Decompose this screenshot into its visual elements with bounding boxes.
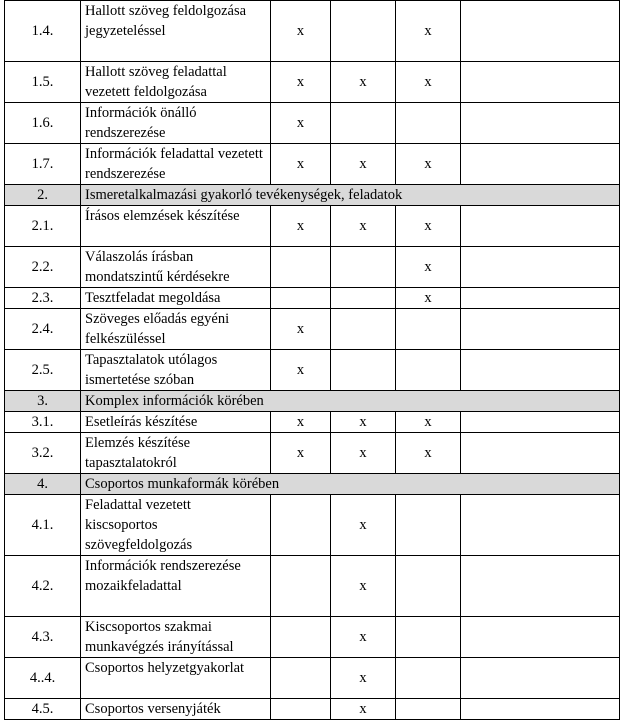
mark-cell-1 xyxy=(271,495,331,556)
section-title: Csoportos munkaformák körében xyxy=(81,474,620,495)
activity-text: Csoportos versenyjáték xyxy=(81,699,271,720)
activity-text: Információk feladattal vezetett rendszerezése xyxy=(81,144,271,185)
table-row xyxy=(5,556,620,617)
table-row xyxy=(5,350,620,391)
mark-cell-2 xyxy=(331,103,396,144)
mark-cell-3: x xyxy=(396,1,461,62)
activity-text: Tapasztalatok utólagos ismertetése szóban xyxy=(81,350,271,391)
mark-cell-1: x xyxy=(271,62,331,103)
mark-cell-3: x xyxy=(396,412,461,433)
mark-cell-4 xyxy=(461,1,620,62)
mark-cell-3 xyxy=(396,103,461,144)
activity-text: Írásos elemzések készítése xyxy=(81,206,271,247)
mark-cell-2: x xyxy=(331,62,396,103)
row-number: 2.4. xyxy=(5,309,81,350)
mark-cell-4 xyxy=(461,350,620,391)
table-row xyxy=(5,617,620,658)
row-number: 1.6. xyxy=(5,103,81,144)
mark-cell-3: x xyxy=(396,144,461,185)
mark-cell-3 xyxy=(396,350,461,391)
row-number: 4.3. xyxy=(5,617,81,658)
mark-cell-1: x xyxy=(271,144,331,185)
mark-cell-1: x xyxy=(271,206,331,247)
row-number: 3.1. xyxy=(5,412,81,433)
activity-text: Szöveges előadás egyéni felkészüléssel xyxy=(81,309,271,350)
table-row xyxy=(5,62,620,103)
mark-cell-2: x xyxy=(331,495,396,556)
mark-cell-1 xyxy=(271,699,331,720)
mark-cell-4 xyxy=(461,62,620,103)
mark-cell-2 xyxy=(331,350,396,391)
activity-text: Esetleírás készítése xyxy=(81,412,271,433)
row-number: 2.5. xyxy=(5,350,81,391)
table-row xyxy=(5,433,620,474)
table-row xyxy=(5,103,620,144)
mark-cell-1 xyxy=(271,247,331,288)
row-number: 1.5. xyxy=(5,62,81,103)
activity-text: Információk önálló rendszerezése xyxy=(81,103,271,144)
mark-cell-4 xyxy=(461,247,620,288)
mark-cell-2: x xyxy=(331,617,396,658)
section-row xyxy=(5,474,620,495)
mark-cell-3: x xyxy=(396,247,461,288)
activity-text: Feladattal vezetett kiscsoportos szövegfeldolgozás xyxy=(81,495,271,556)
table-row xyxy=(5,247,620,288)
mark-cell-2: x xyxy=(331,412,396,433)
mark-cell-1: x xyxy=(271,103,331,144)
mark-cell-3 xyxy=(396,309,461,350)
section-number: 3. xyxy=(5,391,81,412)
mark-cell-1: x xyxy=(271,433,331,474)
mark-cell-2: x xyxy=(331,699,396,720)
row-number: 1.7. xyxy=(5,144,81,185)
activity-text: Csoportos helyzetgyakorlat xyxy=(81,658,271,699)
table-row xyxy=(5,699,620,720)
row-number: 4.5. xyxy=(5,699,81,720)
mark-cell-2: x xyxy=(331,144,396,185)
mark-cell-3 xyxy=(396,556,461,617)
row-number: 2.2. xyxy=(5,247,81,288)
mark-cell-4 xyxy=(461,144,620,185)
mark-cell-4 xyxy=(461,206,620,247)
mark-cell-1 xyxy=(271,288,331,309)
mark-cell-3 xyxy=(396,495,461,556)
mark-cell-4 xyxy=(461,556,620,617)
table-row xyxy=(5,309,620,350)
table-body xyxy=(5,1,620,720)
mark-cell-4 xyxy=(461,103,620,144)
mark-cell-2: x xyxy=(331,206,396,247)
mark-cell-3 xyxy=(396,617,461,658)
section-title: Komplex információk körében xyxy=(81,391,620,412)
row-number: 4..4. xyxy=(5,658,81,699)
table-row xyxy=(5,658,620,699)
section-number: 4. xyxy=(5,474,81,495)
mark-cell-2 xyxy=(331,247,396,288)
mark-cell-3: x xyxy=(396,62,461,103)
mark-cell-3 xyxy=(396,699,461,720)
row-number: 4.2. xyxy=(5,556,81,617)
mark-cell-1: x xyxy=(271,1,331,62)
mark-cell-3: x xyxy=(396,206,461,247)
mark-cell-4 xyxy=(461,658,620,699)
table-row xyxy=(5,412,620,433)
section-title: Ismeretalkalmazási gyakorló tevékenységek, feladatok xyxy=(81,185,620,206)
table-row xyxy=(5,144,620,185)
activity-text: Hallott szöveg feladattal vezetett feldolgozása xyxy=(81,62,271,103)
table-row xyxy=(5,206,620,247)
table-row xyxy=(5,1,620,62)
mark-cell-1: x xyxy=(271,309,331,350)
activity-text: Elemzés készítése tapasztalatokról xyxy=(81,433,271,474)
row-number: 2.3. xyxy=(5,288,81,309)
mark-cell-4 xyxy=(461,495,620,556)
mark-cell-4 xyxy=(461,412,620,433)
activity-table xyxy=(4,0,620,720)
section-row xyxy=(5,391,620,412)
section-number: 2. xyxy=(5,185,81,206)
activity-text: Kiscsoportos szakmai munkavégzés irányítással xyxy=(81,617,271,658)
mark-cell-2 xyxy=(331,288,396,309)
row-number: 1.4. xyxy=(5,1,81,62)
activity-text: Válaszolás írásban mondatszintű kérdésekre xyxy=(81,247,271,288)
mark-cell-3 xyxy=(396,658,461,699)
row-number: 3.2. xyxy=(5,433,81,474)
section-row xyxy=(5,185,620,206)
mark-cell-1: x xyxy=(271,412,331,433)
mark-cell-1 xyxy=(271,658,331,699)
mark-cell-4 xyxy=(461,288,620,309)
table-row xyxy=(5,288,620,309)
mark-cell-3: x xyxy=(396,433,461,474)
mark-cell-1: x xyxy=(271,350,331,391)
activity-text: Információk rendszerezése mozaikfeladattal xyxy=(81,556,271,617)
mark-cell-1 xyxy=(271,556,331,617)
activity-text: Hallott szöveg feldolgozása jegyzeteléssel xyxy=(81,1,271,62)
mark-cell-4 xyxy=(461,617,620,658)
mark-cell-2: x xyxy=(331,658,396,699)
mark-cell-4 xyxy=(461,309,620,350)
row-number: 4.1. xyxy=(5,495,81,556)
mark-cell-3: x xyxy=(396,288,461,309)
mark-cell-2 xyxy=(331,1,396,62)
mark-cell-1 xyxy=(271,617,331,658)
mark-cell-2: x xyxy=(331,433,396,474)
activity-text: Tesztfeladat megoldása xyxy=(81,288,271,309)
row-number: 2.1. xyxy=(5,206,81,247)
mark-cell-2 xyxy=(331,309,396,350)
table-row xyxy=(5,495,620,556)
mark-cell-4 xyxy=(461,699,620,720)
mark-cell-4 xyxy=(461,433,620,474)
mark-cell-2: x xyxy=(331,556,396,617)
